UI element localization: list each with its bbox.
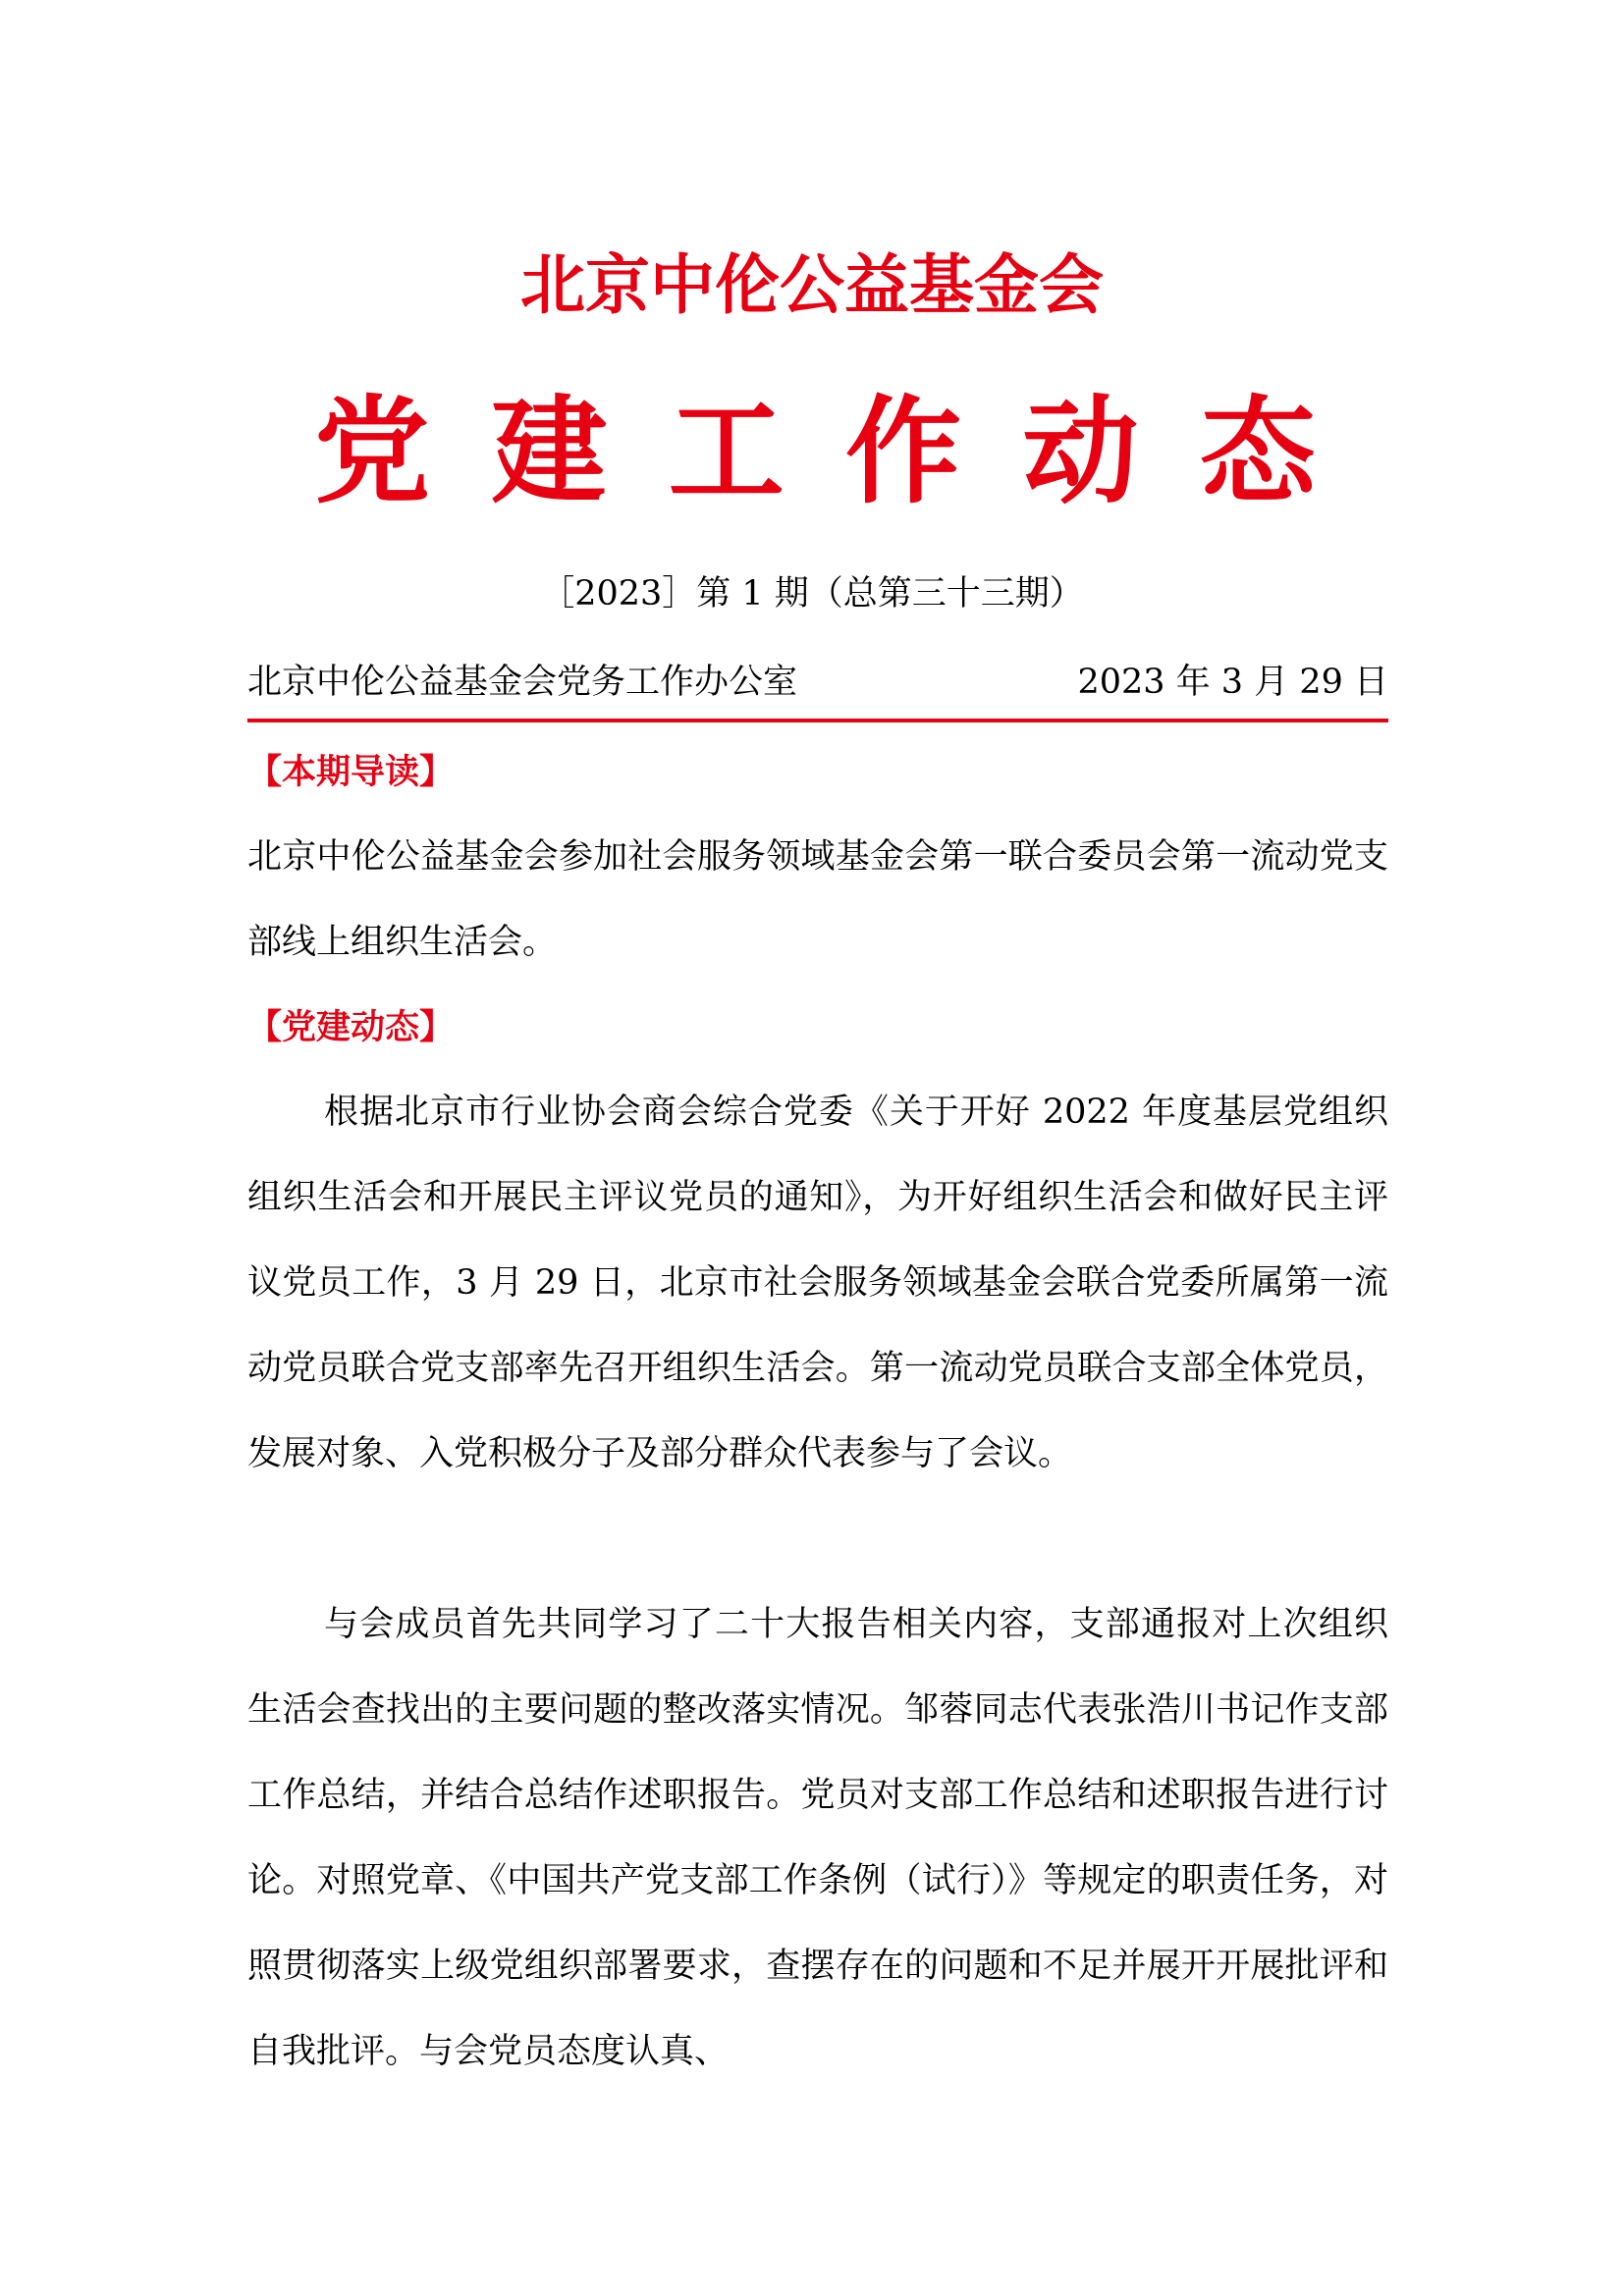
- main-title: [314, 383, 1316, 519]
- main-title-char: 党: [314, 383, 431, 519]
- main-title-char: 建: [491, 383, 608, 519]
- guide-text: 北京中伦公益基金会参加社会服务领域基金会第一联合委员会第一流动党支部线上组织生活会。: [247, 837, 1388, 962]
- red-divider: [247, 719, 1388, 722]
- main-title-char: 动: [1022, 383, 1139, 519]
- news-paragraph: 根据北京市行业协会商会综合党委《关于开好 2022 年度基层党组织组织生活会和开展民主评议党员的通知》，为开好组织生活会和做好民主评议党员工作，3 月 29 日，北京市社会服务领域基金会联合党委所属第一流动党员联合党支部率先召开组织生活会。第一流动党员联合支部全体党员，发展对象、入党积极分子及部分群众代表参与了会议。: [247, 1093, 1388, 1473]
- meta-row: [247, 658, 1388, 707]
- issue-date: 2023 年 3 月 29 日: [1077, 663, 1388, 702]
- main-title-char: 作: [845, 383, 962, 519]
- issuing-office: 北京中伦公益基金会党务工作办公室: [247, 663, 798, 702]
- org-title: 北京中伦公益基金会: [520, 246, 1104, 323]
- news-paragraph: 与会成员首先共同学习了二十大报告相关内容，支部通报对上次组织生活会查找出的主要问题的整改落实情况。邹蓉同志代表张浩川书记作支部工作总结，并结合总结作述职报告。党员对支部工作总结和述职报告进行讨论。对照党章、《中国共产党支部工作条例（试行）》等规定的职责任务，对照贯彻落实上级党组织部署要求，查摆存在的问题和不足并展开开展批评和自我批评。与会党员态度认真、: [247, 1605, 1388, 2071]
- main-title-char: 工: [668, 383, 785, 519]
- issue-number: ［2023］第 1 期（总第三十三期）: [540, 574, 1084, 614]
- guide-heading: 【本期导读】: [247, 753, 455, 792]
- news-heading: 【党建动态】: [247, 1008, 455, 1047]
- main-title-char: 态: [1199, 383, 1316, 519]
